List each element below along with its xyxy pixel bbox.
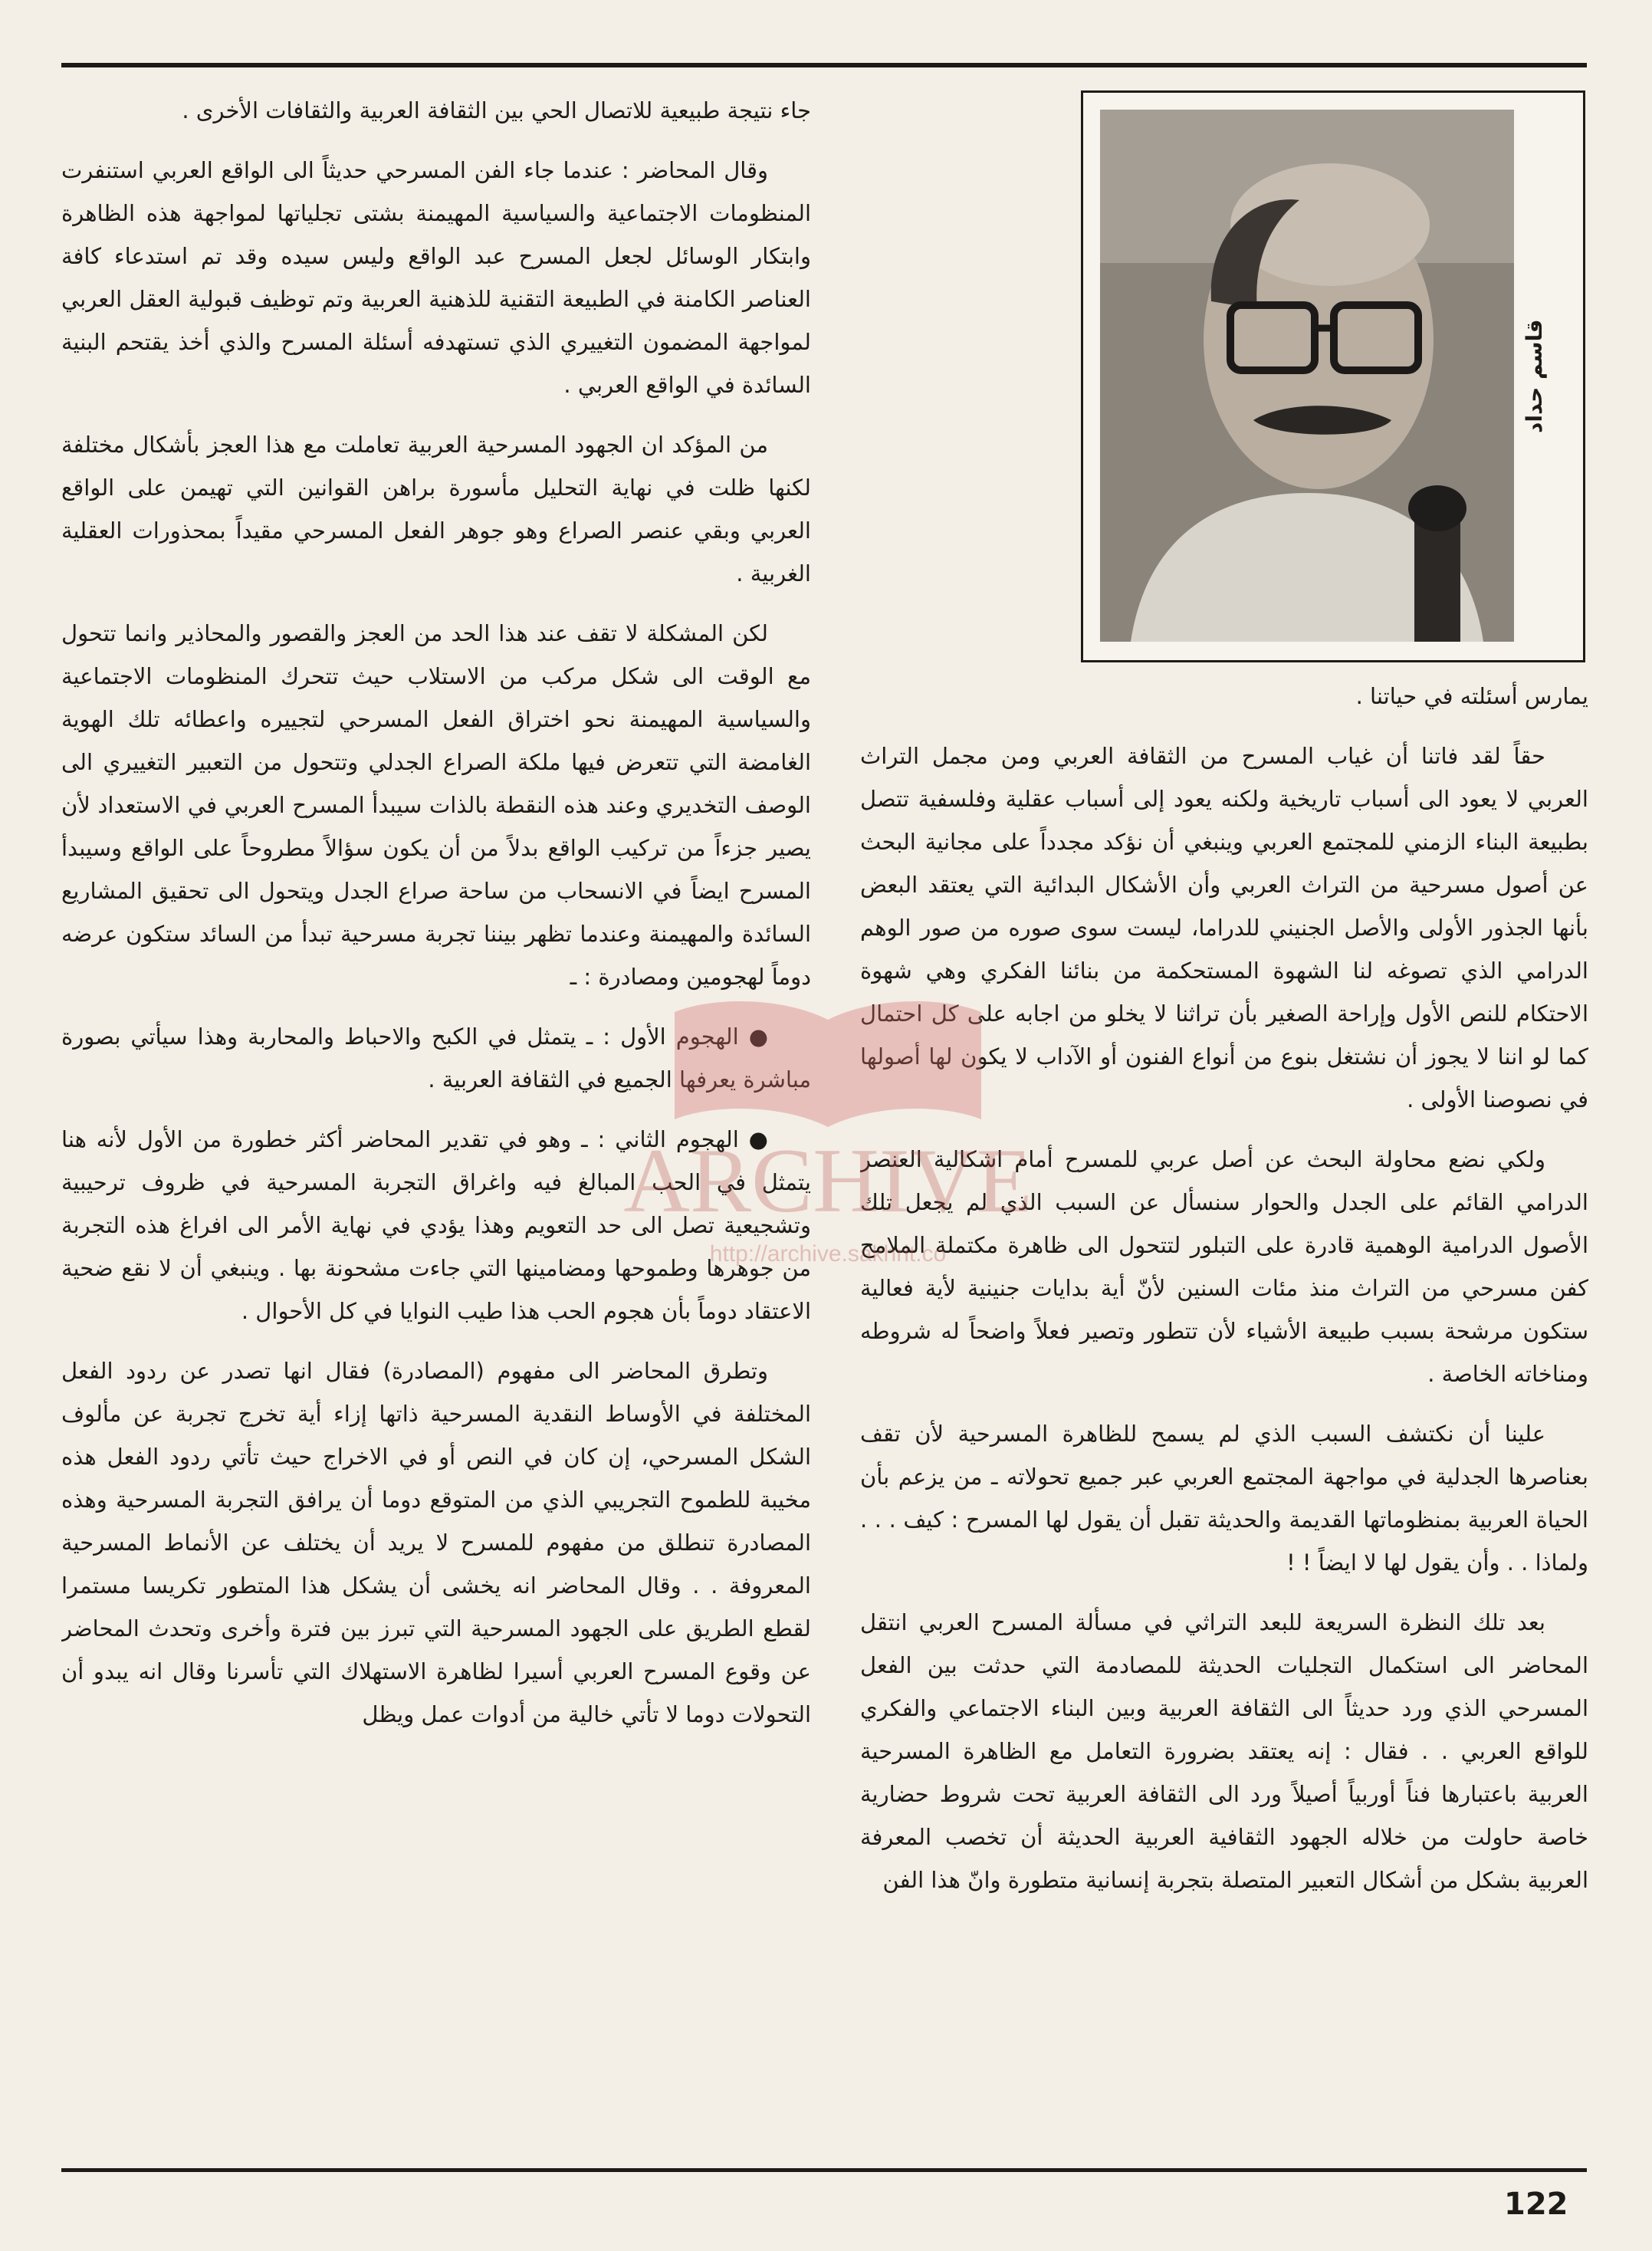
watermark-wordmark: ARCHIVE bbox=[623, 1129, 1033, 1231]
top-rule bbox=[61, 63, 1587, 67]
paragraph: يمارس أسئلته في حياتنا . bbox=[1355, 683, 1588, 709]
paragraph: بعد تلك النظرة السريعة للبعد التراثي في مسألة المسرح العربي انتقل المحاضر الى استكمال التجليات الحديثة للمصادمة التي حدثت بين الفعل المسرحي الذي ورد حديثاً الى الثقافة العربية وبين البناء الاجتماعي والفكري للواقع العربي . . فقال : إنه يعتقد بضرورة التعامل مع الظاهرة المسرحية العربية باعتبارها فناً أوربياً أصيلاً ورد الى الثقافة العربية تحت شروط حضارية خاصة حاولت من خلاله الجهود الثقافية العربية الحديثة أن تخصب المعرفة العربية بشكل من أشكال التعبير المتصلة بتجربة إنسانية متطورة وانّ هذا الفن bbox=[860, 1609, 1588, 1893]
paragraph: ولكي نضع محاولة البحث عن أصل عربي للمسرح أمام اشكالية العنصر الدرامي القائم على الجدل والحوار سنسأل عن السبب الذي لم يجعل تلك الأصول الدرامية الوهمية قادرة على التبلور لتتحول الى ظاهرة مكتملة الملامح كفن مسرحي من التراث منذ مئات السنين لأنّ أية بدايات جنينية لأية فعالية ستكون مرشحة بسبب طبيعة الأشياء لأن تتطور وتصير فعلاً واضحاً له شروطه ومناخاته الخاصة . bbox=[860, 1146, 1588, 1387]
portrait-illustration bbox=[1100, 110, 1514, 642]
paragraph: علينا أن نكتشف السبب الذي لم يسمح للظاهرة المسرحية لأن تقف بعناصرها الجدلية في مواجهة المجتمع العربي عبر جميع تحولاته ـ من يزعم بأن الحياة العربية بمنظوماتها القديمة والحديثة تقبل أن يقول لها المسرح : كيف . . . ولماذا . . وأن يقول لها لا ايضاً ! ! bbox=[860, 1421, 1588, 1576]
paragraph: ● الهجوم الأول : ـ يتمثل في الكبح والاحباط والمحاربة وهذا سيأتي بصورة مباشرة يعرفها الجميع في الثقافة العربية . bbox=[61, 1024, 811, 1093]
right-column bbox=[860, 675, 1588, 2154]
watermark-url: http://archive.sakhrit.co bbox=[709, 1241, 947, 1267]
paragraph: وقال المحاضر : عندما جاء الفن المسرحي حديثاً الى الواقع العربي استنفرت المنظومات الاجتماعية والسياسية المهيمنة بشتى تجلياتها لمواجهة هذه الظاهرة وابتكار الوسائل لجعل المسرح عبد الواقع وليس سيده وقد تم استدعاء كافة العناصر الكامنة في الطبيعة التقنية للذهنية العربية وتم توظيف قبولية العقل العربي لمواجهة المضمون التغييري الذي تستهدفه أسئلة المسرح والذي أخذ يقتحم البنية السائدة في الواقع العربي . bbox=[61, 157, 811, 398]
paragraph: لكن المشكلة لا تقف عند هذا الحد من العجز والقصور والمحاذير وانما تتحول مع الوقت الى شكل مركب من الاستلاب حيث تتحرك المنظومات الاجتماعية والسياسية المهيمنة نحو اختراق الفعل المسرحي لتجييره واعطائه تلك الهوية الغامضة التي تتعرض فيها ملكة الصراع الجدلي وتتحول من التعبير التغييري الى الوصف التخديري وعند هذه النقطة بالذات سيبدأ المسرح العربي في الاستعداد لأن يصير جزءاً من تركيب الواقع بدلاً من أن يكون سؤالاً مطروحاً على الواقع وسيبدأ المسرح ايضاً في الانسحاب من ساحة صراع الجدل ويتحول الى تحقيق المشاريع السائدة والمهيمنة وعندما تظهر بيننا تجربة مسرحية تبدأ من السائد ستكون عرضه دوماً لهجومين ومصادرة : ـ bbox=[61, 620, 811, 990]
paragraph: من المؤكد ان الجهود المسرحية العربية تعاملت مع هذا العجز بأشكال مختلفة لكنها ظلت في نهاية التحليل مأسورة براهن القوانين التي تهيمن على الواقع العربي وبقي عنصر الصراع وهو جوهر الفعل المسرحي مقيداً بمحذورات العقلية الغربية . bbox=[61, 432, 811, 587]
page-number: 122 bbox=[1504, 2187, 1568, 2222]
left-column bbox=[61, 89, 811, 2156]
photo-caption: قاسم حداد bbox=[1522, 319, 1547, 434]
portrait-photo bbox=[1100, 110, 1514, 642]
paragraph: جاء نتيجة طبيعية للاتصال الحي بين الثقافة العربية والثقافات الأخرى . bbox=[182, 97, 811, 123]
paragraph: حقاً لقد فاتنا أن غياب المسرح من الثقافة العربي ومن مجمل التراث العربي لا يعود الى أسباب تاريخية ولكنه يعود إلى أسباب عقلية وفلسفية تتصل بطبيعة البناء الزمني للمجتمع العربي وينبغي أن نؤكد مجدداً على مجانية البحث عن أصول مسرحية من التراث العربي وأن الأشكال البدائية التي يعتقد البعض بأنها الجذور الأولى والأصل الجنيني للدراما، ليست سوى صوره من صور الوهم الدرامي الذي تصوغه لنا الشهوة المستحكمة من بنائنا الفكري وهي شهوة الاحتكام للنص الأول وإراحة الصغير بأن تراثنا لا يخلو من اجابه على كل احتمال كما لو اننا لا يجوز أن نشتغل بنوع من أنواع الفنون أو الآداب لا يكون لها أصولها في نصوصنا الأولى . bbox=[860, 743, 1588, 1112]
bottom-rule bbox=[61, 2168, 1587, 2172]
paragraph: وتطرق المحاضر الى مفهوم (المصادرة) فقال انها تصدر عن ردود الفعل المختلفة في الأوساط النقدية المسرحية ذاتها إزاء أية تخرج تجربة عن مألوف الشكل المسرحي، إن كان في النص أو في الاخراج حيث تأتي ردود الفعل هذه مخيبة للطموح التجريبي الذي من المتوقع دوما أن يرافق التجربة المسرحية وهذه المصادرة تنطلق من مفهوم للمسرح لا يريد أن يختلف عن الأنماط المسرحية المعروفة . . وقال المحاضر انه يخشى أن يشكل هذا المتطور تكريسا مستمرا لقطع الطريق على الجهود المسرحية التي تبرز بين فترة وأخرى وتحدث المحاضر عن وقوع المسرح العربي أسيرا لظاهرة الاستهلاك التي تأسرنا وقال انه يبدو أن التحولات دوما لا تأتي خالية من أدوات عمل ويظل bbox=[61, 1358, 811, 1727]
paragraph: ● الهجوم الثاني : ـ وهو في تقدير المحاضر أكثر خطورة من الأول لأنه هنا يتمثل في الحب المبالغ فيه واغراق التجربة المسرحية في ظروف ترحيبية وتشجيعية تصل الى حد التعويم وهذا يؤدي في نهاية الأمر الى افراغ هذه التجربة من جوهرها وطموحها ومضامينها التي جاءت مشحونة بها . وينبغي أن لا نقع ضحية الاعتقاد دوماً بأن هجوم الحب هذا طيب النوايا في كل الأحوال . bbox=[61, 1126, 811, 1324]
photo-frame bbox=[1081, 90, 1585, 662]
